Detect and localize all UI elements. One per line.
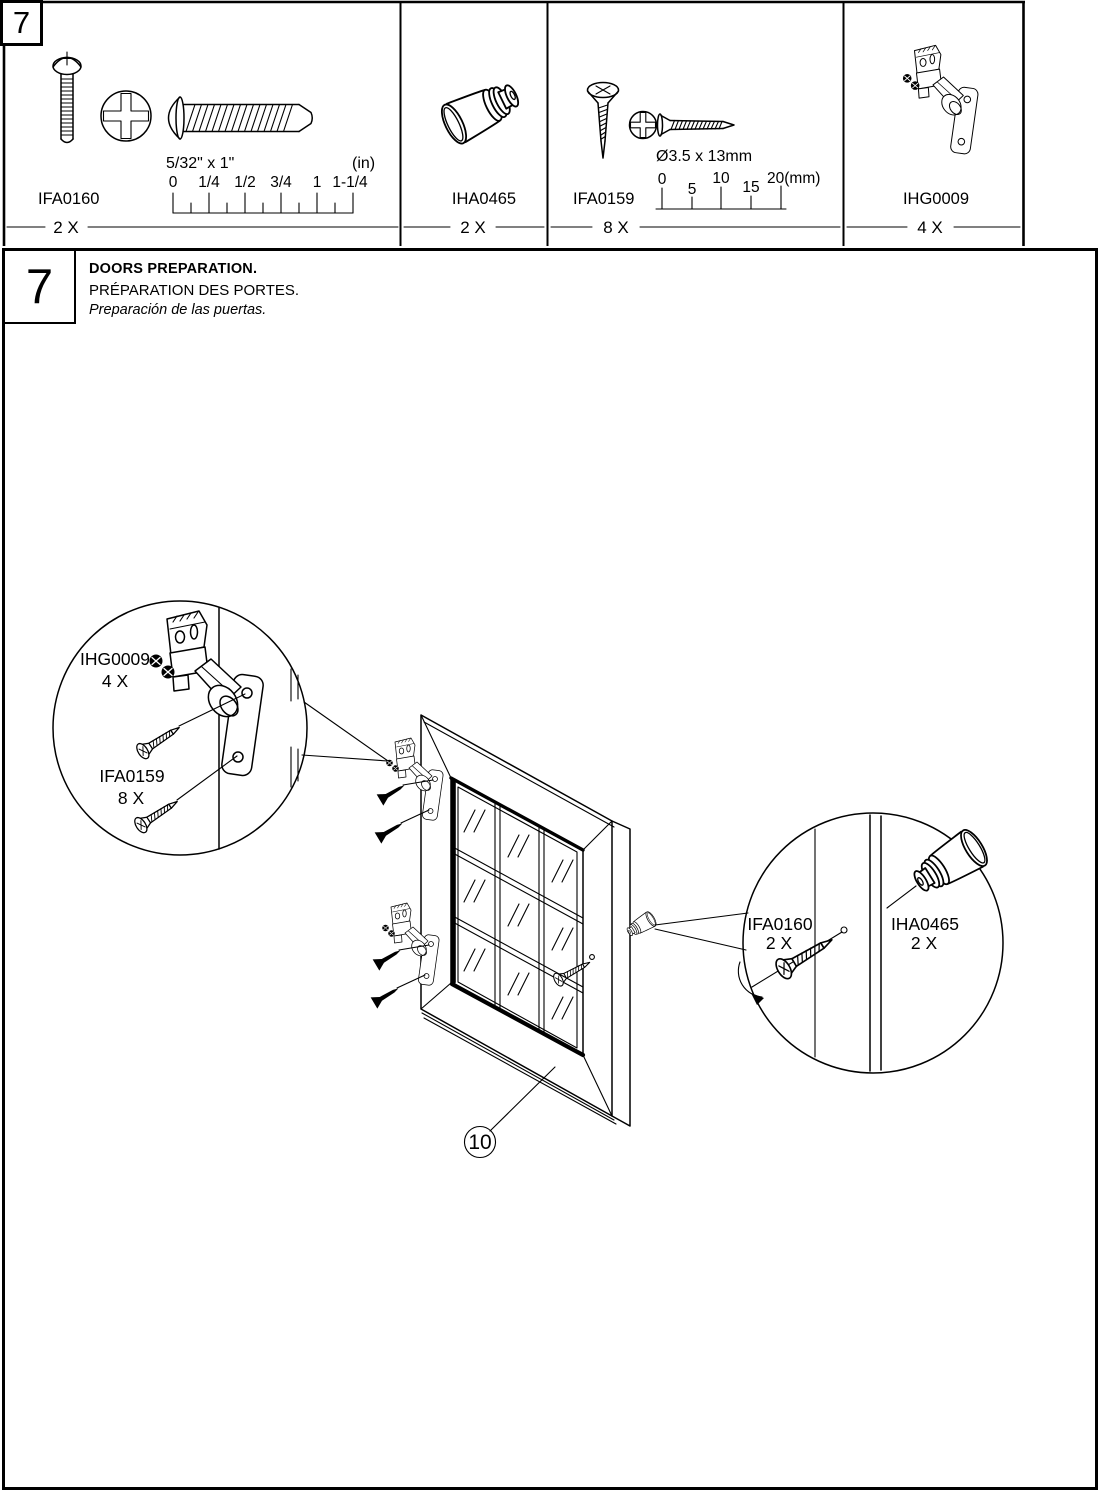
- svg-text:15: 15: [742, 179, 760, 196]
- svg-text:0: 0: [657, 171, 667, 188]
- mm-ruler: [656, 186, 786, 209]
- knob-detail-circle: [738, 813, 1003, 1073]
- screw-icon: [371, 983, 402, 1009]
- knob-qty-label: 2 X: [910, 933, 938, 953]
- hinge-qty-label: 4 X: [101, 671, 129, 691]
- svg-text:1-1/4: 1-1/4: [332, 174, 368, 191]
- svg-text:2 X: 2 X: [53, 218, 79, 237]
- screw-icon: [377, 780, 408, 806]
- hinge-screw-qty-label: 8 X: [117, 788, 145, 808]
- hinge-screw-part-label: IFA0159: [99, 766, 165, 786]
- qty-row: [847, 218, 1020, 237]
- mm-ruler-ticks: [658, 170, 821, 198]
- part-id-label: IFA0159: [573, 190, 635, 208]
- screw-horizontal-icon: [169, 97, 313, 139]
- inch-ruler: [173, 193, 353, 213]
- part-cell-ifa0159: [551, 83, 840, 238]
- size-label: Ø3.5 x 13mm: [656, 148, 753, 165]
- svg-text:0: 0: [168, 174, 178, 191]
- knob-icon: [437, 75, 525, 147]
- hinge-detail-circle: [53, 601, 388, 855]
- page-step-number-box: [0, 0, 43, 46]
- parts-strip-canvas: [0, 0, 1028, 246]
- page-step-number: 7: [12, 5, 31, 40]
- inch-ruler-ticks: [169, 174, 368, 191]
- qty-row: [551, 218, 840, 237]
- step-number-box: [5, 251, 76, 324]
- svg-text:2 X: 2 X: [460, 218, 486, 237]
- hinge-part-label: IHG0009: [79, 649, 151, 669]
- svg-text:10: 10: [712, 170, 730, 187]
- knob-screw-qty-label: 2 X: [765, 933, 793, 953]
- svg-text:4 X: 4 X: [917, 218, 943, 237]
- qty-row: [404, 218, 544, 237]
- door-part-number: 10: [468, 1131, 492, 1154]
- knob-screw-part-label: IFA0160: [747, 914, 813, 934]
- svg-text:8 X: 8 X: [603, 218, 629, 237]
- turn-arrow-icon: [738, 962, 764, 1005]
- hinge-detail-drawing: [150, 611, 265, 777]
- door-knob: [624, 910, 748, 950]
- machine-screw-side-icon: [53, 52, 81, 143]
- part-id-label: IFA0160: [38, 190, 100, 208]
- screw-horizontal-icon: [658, 114, 735, 136]
- step-content-box: [2, 248, 1098, 1490]
- hinge-icon: [903, 45, 979, 154]
- door-part-callout: [465, 1067, 556, 1158]
- svg-text:3/4: 3/4: [270, 174, 292, 191]
- phillips-head-front-icon: [101, 91, 151, 141]
- hinge-screw-icon: [134, 720, 184, 760]
- strip-borders: [0, 0, 1025, 246]
- wood-screw-side-icon: [588, 83, 619, 159]
- part-cell-ihg0009: [847, 45, 1020, 237]
- svg-text:1/2: 1/2: [234, 174, 256, 191]
- diagram-canvas: [5, 251, 1094, 1486]
- knob-part-label: IHA0465: [890, 914, 960, 934]
- svg-text:20(mm): 20(mm): [767, 170, 821, 187]
- step-title-spanish: Preparación de las puertas.: [89, 302, 267, 318]
- part-cell-iha0465: [404, 75, 544, 237]
- phillips-head-front-icon: [630, 112, 657, 139]
- size-label: 5/32" x 1": [166, 155, 235, 172]
- svg-text:5: 5: [687, 181, 697, 198]
- door-drawing: [421, 715, 630, 1126]
- qty-row: [7, 218, 398, 237]
- part-id-label: IHG0009: [902, 190, 970, 208]
- step-title-english: DOORS PREPARATION.: [89, 261, 258, 277]
- screw-icon: [373, 945, 404, 971]
- part-id-label: IHA0465: [451, 190, 517, 208]
- step-title-french: PRÉPARATION DES PORTES.: [89, 282, 300, 299]
- screw-icon: [375, 818, 406, 844]
- unit-label: (in): [352, 155, 376, 172]
- svg-text:1/4: 1/4: [198, 174, 220, 191]
- part-cell-ifa0160: [7, 52, 398, 237]
- svg-text:1: 1: [312, 174, 322, 191]
- step-number: 7: [25, 259, 54, 314]
